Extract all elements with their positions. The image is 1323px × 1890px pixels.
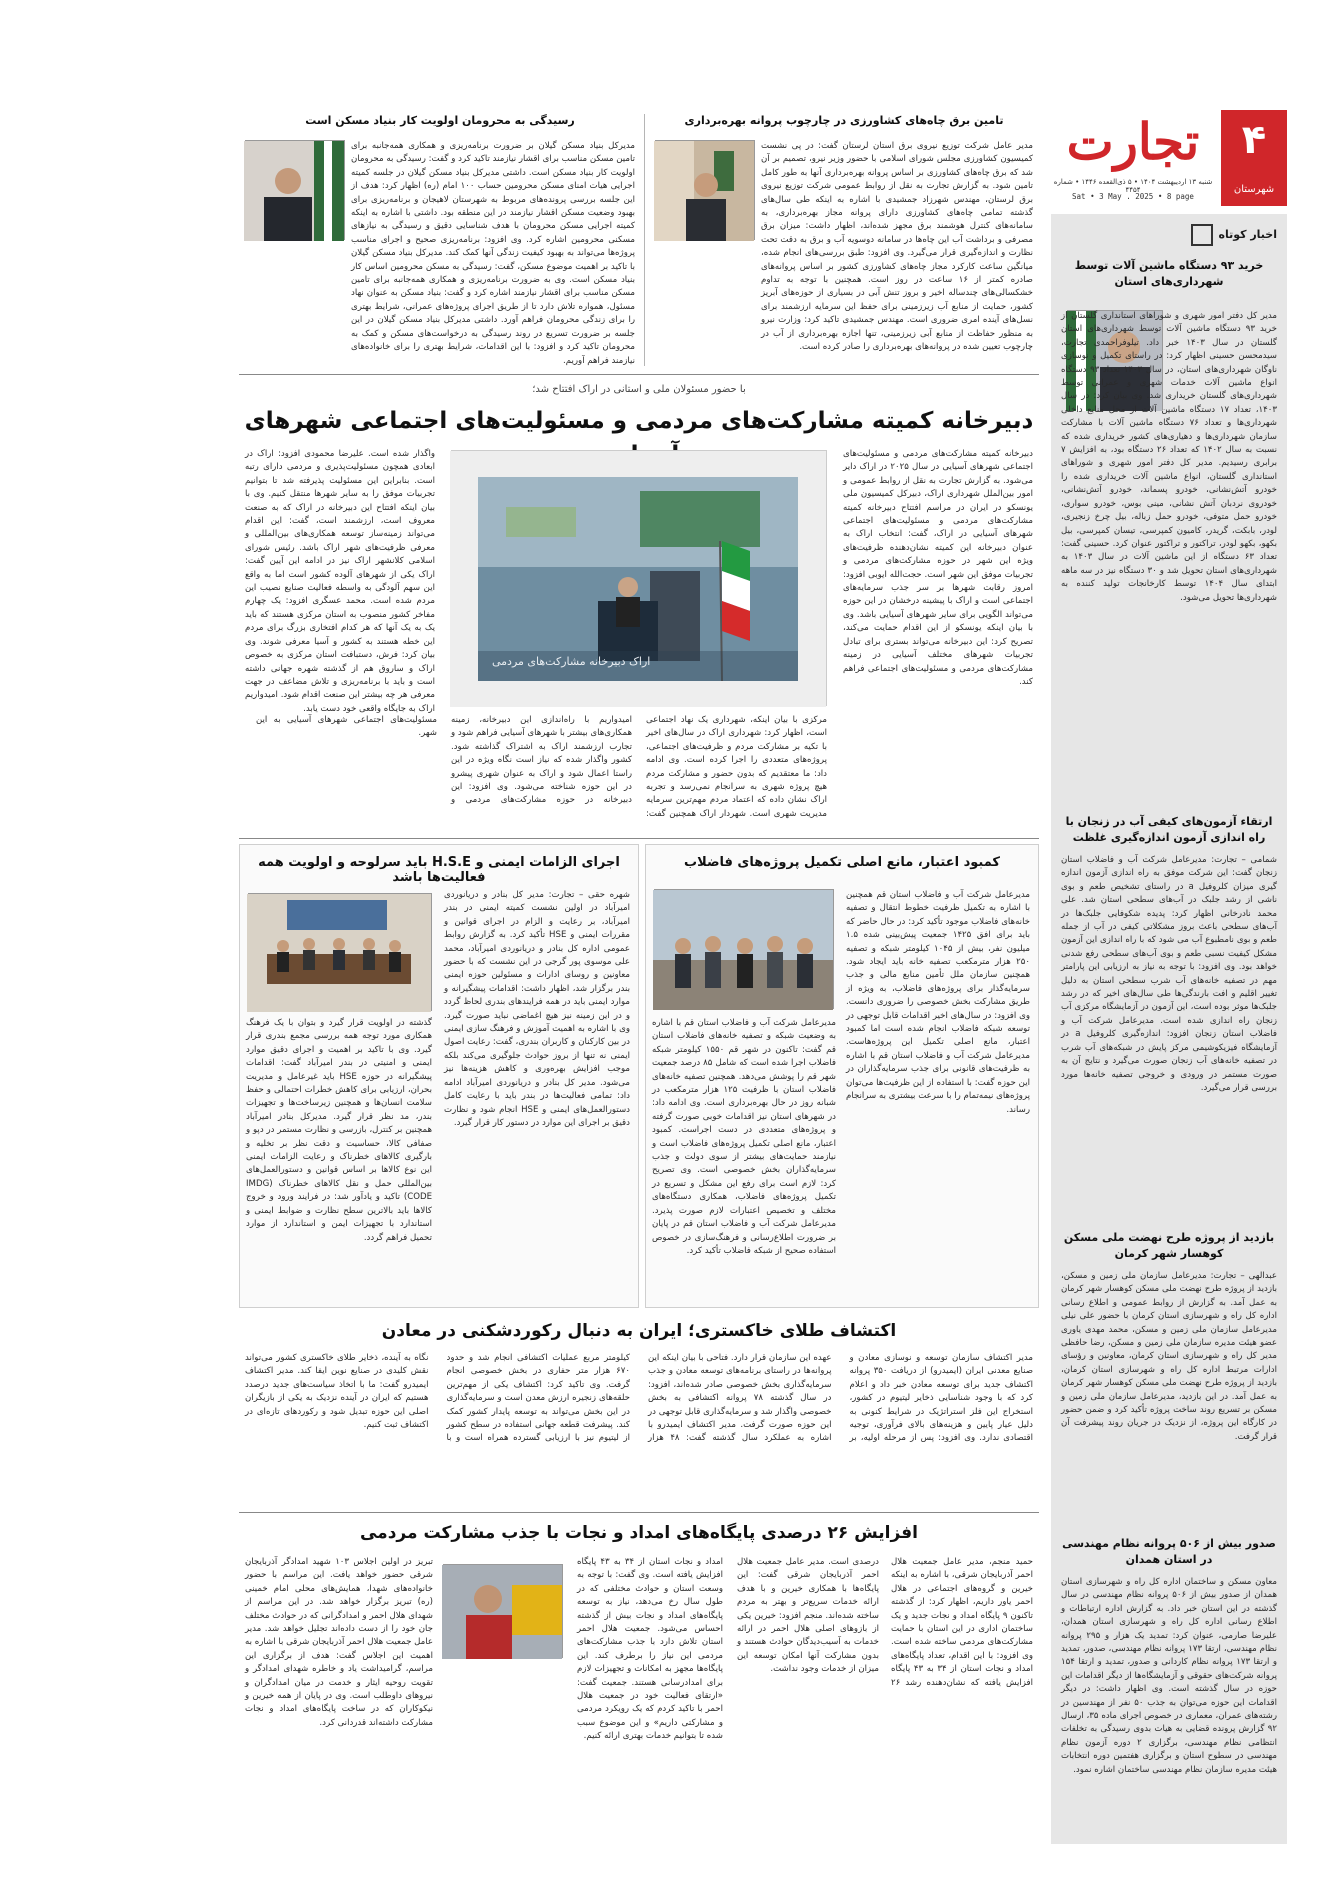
lead-col-right: دبیرخانه کمیته مشارکت‌های مردمی و مسئولیت‌های اجتماعی شهرهای آسیایی در سال ۲۰۲۵ در اراک دایر می‌شود. به گزارش تجارت به نقل از روابط عمومی و امور بین‌الملل شهرداری اراک، دبیرکل کمیسیون ملی یونسکو در ایران در مراسم افتتاح دبیرخانه کمیته مشارکت‌های مردمی و مسئولیت‌های اجتماعی شهرهای آسیایی در اراک، گفت: انتخاب اراک به عنوان دبیرخانه این کمیته نشان‌دهنده ظرفیت‌های ویژه این شهر در حوزه مشارکت‌های مردمی و تجربیات موفق این شهر است. حجت‌الله ایوبی افزود: امروز رقابت شهرها بر سر جذب سرمایه‌های اجتماعی است و اراک با پیشینه درخشان در این حوزه می‌تواند الگویی برای سایر شهرهای آسیایی باشد. وی با بیان اینکه یونسکو از این اقدام حمایت می‌کند، تصریح کرد: این دبیرخانه می‌تواند بستری برای تبادل تجربیات شهرهای مختلف آسیایی در زمینه مشارکت‌های مردمی و مسئولیت‌های اجتماعی فراهم کند. (843, 449, 1033, 687)
page-number-box (1221, 110, 1287, 206)
issue-date: شنبه ۱۳ اردیبهشت ۱۴۰۴ • ۵ ذی‌القعده ۱۴۴۶ • شماره ۴۴۵۴ (1053, 178, 1213, 194)
site-visit-image (653, 890, 833, 1010)
lead-photo-caption: اراک دبیرخانه مشارکت‌های مردمی (492, 655, 651, 668)
top-story-2 (239, 110, 641, 370)
lead-col-mid: مرکزی با بیان اینکه، شهرداری یک نهاد اجتماعی است، اظهار کرد: شهرداری اراک در سال‌های اخیر با تکیه بر مشارکت مردم و ظرفیت‌های اجتماعی، پروژه‌های متعددی را اجرا کرده است. وی ادامه داد: ما معتقدیم که بدون حضور و مشارکت مردم هیچ پروژه شهری به سرانجام نمی‌رسد و تجربه اراک نشان داده که اعتماد مردم مهم‌ترین سرمایه مدیریت شهری است. شهردار اراک همچنین گفت: امیدواریم با راه‌اندازی این دبیرخانه، زمینه همکاری‌های بیشتر با شهرهای آسیایی فراهم شود و تجارب ارزشمند اراک به اشتراک گذاشته شود. کشور واگذار شده که نیاز است نگاه ویژه در این راستا اعمال شود و اراک به عنوان شهری پیشرو در این حوزه شناخته می‌شود. وی افزود: این دبیرخانه در حوزه مشارکت‌های مردمی و مسئولیت‌های اجتماعی شهرهای آسیایی به این شهر. (256, 715, 827, 819)
official-photo-image (654, 141, 754, 241)
top-story-1 (649, 110, 1039, 370)
meeting-room-image (247, 894, 431, 1012)
lead-kicker: با حضور مسئولان ملی و استانی در اراک افتتاح شد؛ (532, 384, 746, 395)
relief-body-left: تبریز در اولین اجلاس ۱۰۳ شهید امدادگر آذربایجان شرقی حضور خواهد یافت. این مراسم با حضور خانواده‌های شهدا، همایش‌های محلی امام خمینی (ره) تبریز برگزار خواهد شد. در این مراسم از شهدای هلال احمر و امدادگرانی که در حوادث مختلف جان خود را از دست داده‌اند تجلیل خواهد شد. مدیر عامل جمعیت هلال احمر آذربایجان شرقی با اشاره به اهمیت این اجلاس گفت: هدف از برگزاری این مراسم، گرامیداشت یاد و خاطره شهدای امدادگر و تقویت روحیه ایثار و خدمت در میان امدادگران و نیروهای داوطلب است. وی در پایان از همه خیرین و نیکوکاران که در ساخت پایگاه‌های امداد و نجات مشارکت داشته‌اند قدردانی کرد. (245, 1557, 433, 1728)
rescue-worker-image (442, 1565, 562, 1659)
logo: تجارت (1066, 112, 1200, 171)
masthead (1051, 110, 1287, 206)
lead-headline: دبیرخانه کمیته مشارکت‌های مردمی و مسئولیت‌های اجتماعی شهرهای (244, 408, 1034, 434)
divider (239, 838, 1039, 839)
sidebar-body-3: عبدالهی – تجارت: مدیرعامل سازمان ملی زمین و مسکن، بازدید از پروژه طرح نهضت ملی مسکن کوهسار شهر کرمان به عمل آمد. به گزارش از روابط عمومی و اطلاع رسانی اداره کل راه و شهرسازی استان کرمان با حضور علی نیلی مدیرعامل سازمان ملی زمین و مسکن، محمد مهدی یاوری عضو هیئت مدیره سازمان ملی زمین و مسکن، رضا حافظی مدیر کل راه و شهرسازی استان کرمان، معاونین و رؤسای ادارات مرتبط اداره کل راه و شهرسازی استان کرمان، بازدید از پروژه طرح نهضت ملی مسکن کوهسار شهر کرمان به عمل آمد. در این بازدید، مدیرعامل سازمان ملی زمین و مسکن بر تسریع روند ساخت پروژه تأکید کرد و ضمن حضور در کارگاه این پروژه، از نزدیک در جریان روند پیشرفت آن قرار گرفت. (1061, 1271, 1277, 1442)
divider (239, 1512, 1039, 1513)
sidebar-body-4: معاون مسکن و ساختمان اداره کل راه و شهرسازی استان همدان از صدور بیش از ۵۰۶ پروانه نظام مهندسی در سال گذشته در این استان خبر داد. به گزارش اداره ارتباطات و اطلاع رسانی اداره کل راه و شهرسازی استان همدان، علیرضا صارمی، عنوان کرد: تمدید یک هزار و ۲۹۵ پروانه نظام مهندسی، ارتقا ۱۷۳ پروانه نظام مهندسی، صدور، تمدید و ارتقا ۱۷۳ پروانه نظام کاردانی و صدور، تمدید و ارتقا ۱۵۴ پروانه شرکت‌های حقوقی و آزمایشگاه‌ها از دیگر اقدامات این حوزه در سال گذشته است. وی اظهار داشت: در دیگر اقدامات این حوزه می‌توان به جذب ۵۰ نفر از مهندسین در رشته‌های عمران، معماری در خصوص اجرای ماده ۳۵، ارسال ۹۲ گزارش پرونده قضایی به هیات بدوی رسیدگی به تخلفات انتظامی نظام مهندسی، برگزاری ۲ دوره آزمون نظام مهندسی در سطوح استان و برگزاری هفتمین دوره انتخابات هیئت مدیره سازمان نظام مهندسی ساختمان اشاره نمود. (1061, 1577, 1278, 1775)
wastewater-body-right: مدیرعامل شرکت آب و فاضلاب استان قم همچنین با اشاره به تکمیل ظرفیت خطوط انتقال و تصفیه خانه‌های فاضلاب موجود تأکید کرد: در حال حاضر که باید برای افق ۱۴۲۵ جمعیت پیش‌بینی شده ۱.۵ میلیون نفر، بیش از ۱۰۴۵ کیلومتر شبکه و تصفیه ۲۵۰ هزار مترمکعب تصفیه خانه باید ایجاد شود. همچنین سازمان ملل تأمین منابع مالی و جذب سرمایه‌گذار برای پروژه‌های فاضلاب، به ویژه از طریق مشارکت بخش خصوصی را ضروری دانست. وی افزود: در سال‌های اخیر اقدامات قابل توجهی در توسعه شبکه فاضلاب انجام شده است اما کمبود اعتبار، مانع اصلی تکمیل این پروژه‌هاست. مدیرعامل شرکت آب و فاضلاب استان قم با اشاره به ظرفیت‌های قانونی برای جذب سرمایه‌گذاران در این حوزه گفت: با استفاده از این ظرفیت‌ها می‌توان پروژه‌های نیمه‌تمام را با سرعت بیشتری به سرانجام رساند. (846, 890, 1030, 1115)
sidebar-body-1: مدیر کل دفتر امور شهری و شوراهای استانداری گلستان از خرید ۹۳ دستگاه ماشین آلات توسط شهرداری‌های استان گلستان در سال ۱۴۰۳ خبر داد. تیلوفراحمدی تجارت، سیدمحسن حسینی اظهار کرد: در راستای تکمیل و نوسازی ناوگان شهرداری‌های استان، در سال ۱۴۰۳ تعداد ۹۳ دستگاه انواع ماشین آلات خدمات شهری و عمرانی توسط شهرداری‌های گلستان خریداری شد. وی بیان کرد: در سال ۱۴۰۳، تعداد ۱۷ دستگاه ماشین آلات از محل منابع داخلی شهرداری‌ها و تعداد ۷۶ دستگاه ماشین آلات با مشارکت سازمان شهرداری‌ها و دهیاری‌های کشور خریداری شده که نسبت به سال ۱۴۰۲ که تعداد ۲۶ دستگاه بود، به افزایش ۷ برابری رسیدیم. مدیر کل دفتر امور شهری و شوراهای استانداری گلستان، انواع ماشین آلات خریداری شده را خودرو آتش‌نشانی، خودرو پسماند، خودرو آتش‌نشانی، خودروی نردبان آتش نشانی، مینی بوس، خودرو سواری، خودرو حمل متوفی، خودرو حمل زباله، بیل چرخ زنجیری، لودر، بابکت، گریدر، کامیون کمپرسی، تیسان کمپرسی، بیل بکهو، بکهو لودر، تراکتور و تراکتور عنوان کرد. حسینی گفت: تعداد ۶۳ دستگاه از این ماشین آلات در سال ۱۴۰۳ به شهرداری‌های استان تحویل شد و ۳۰ دستگاه نیز در سه ماهه ابتدای سال ۱۴۰۴ توسط کارخانجات تولید کننده به شهرداری‌ها تحویل می‌شود. (1061, 311, 1278, 603)
top-story-1-body: مدیر عامل شرکت توزیع نیروی برق استان لرستان گفت: در پی نشست کمیسیون کشاورزی مجلس شورای اسلامی با حضور وزیر نیرو، تصمیم بر آن شد که برق چاه‌های کشاورزی بر اساس پروانه بهره‌برداری آنها به طور کامل تامین شود. به گزارش تجارت به نقل از روابط عمومی شرکت توزیع نیروی برق لرستان، مهندس شهرزاد جمشیدی با اشاره به اینکه طی سال‌های گذشته تمامی چاه‌های کشاورزی دارای پروانه مجاز بهره‌برداری، به سامانه‌های کنترل هوشمند برق مجهز شده‌اند، اظهار داشت: میزان برق مصرفی و برداشت آب این چاه‌ها در سامانه دوسویه آب و برق به دقت تحت نظارت و اندازه‌گیری قرار می‌گیرد. وی افزود: طبق بررسی‌های انجام شده، میانگین ساعت کارکرد مجاز چاه‌های کشاورزی کشور بر اساس پروانه‌های صادره کمتر از ۱۶ ساعت در روز است. همچنین با توجه به تداوم خشکسالی‌های چندساله اخیر و بروز تنش آبی در بسیاری از حوزه‌های آبریز کشور، حمایت از منابع آب زیرزمینی برای حفظ این سرمایه ارزشمند برای نسل‌های آینده امری ضروری است. مهندس جمشیدی تاکید کرد: وزارت نیرو به منظور حفاظت از منابع آبی زیرزمینی، تنها اجازه بهره‌برداری از آب در چارچوب تعیین شده در پروانه‌های بهره‌برداری را صادر کرده است. (761, 141, 1033, 353)
divider (239, 374, 1039, 375)
official-photo-image (244, 141, 344, 241)
top-story-1-headline: تامین برق چاه‌های کشاورزی در چارچوب پروانه بهره‌برداری (684, 114, 1004, 127)
relief-body-right: حمید منجم، مدیر عامل جمعیت هلال احمر آذربایجان شرقی، با اشاره به اینکه خیرین و گروه‌های اجتماعی در هلال احمر یاور داریم، اظهار کرد: از گذشته تاکنون ۹ پایگاه امداد و نجات جدید و یک ساختمان اداری در این استان با حمایت مشارکت‌های مردمی ساخته شده است. وی افزود: با این اقدام، تعداد پایگاه‌های امداد و نجات استان از ۳۴ به ۴۳ پایگاه افزایش یافته که نشان‌دهنده رشد ۲۶ درصدی است. مدیر عامل جمعیت هلال احمر آذربایجان شرقی گفت: این پایگاه‌ها با همکاری خیرین و با هدف ارائه خدمات سریع‌تر و بهتر به مردم ساخته شده‌اند. منجم افزود: خیرین یکی از بازوهای اصلی هلال احمر در ارائه خدمات به آسیب‌دیدگان حوادث هستند و بدون مشارکت آنها امکان توسعه این میزان از خدمات وجود نداشت. (737, 1557, 1033, 1688)
sidebar (1051, 214, 1287, 1844)
top-story-2-body: مدیرکل بنیاد مسکن گیلان بر ضرورت برنامه‌ریزی و همکاری همه‌جانبه برای تامین مسکن مناسب برای اقشار نیازمند تاکید کرد و گفت: رسیدگی به محرومان اولویت کار بنیاد مسکن است. داشتی مدیرکل بنیاد مسکن گیلان در جلسه کمیته اجرایی هیات امنای مسکن محرومین حساب ۱۰۰ امام (ره) اظهار کرد: هدف از این جلسه بررسی پرونده‌های مربوط به شهرستان لاهیجان و برنامه‌ریزی برای بهبود وضعیت مسکن اقشار نیازمند در این منطقه بود. داشتی با اشاره به اینکه کمیته اجرایی مسکن محرومان با هدف شناسایی دقیق و رسیدگی به نیازهای مسکنی محرومین اشاره کرد. وی افزود: برنامه‌ریزی صحیح و اجرای مناسب پروژه‌ها می‌تواند به بهبود کیفیت زندگی آنها کمک کند. مدیرکل بنیاد مسکن گیلان با تاکید بر اهمیت موضوع مسکن، گفت: رسیدگی به مسکن محرومین اساس کار بنیاد مسکن است. وی به ضرورت برنامه‌ریزی و همکاری همه‌جانبه برای تامین مسکن مناسب برای اقشار نیازمند اشاره کرد و گفت: بنیاد مسکن به عنوان نهاد مسئول، همواره تلاش دارد تا از طریق اجرای پروژه‌های عمرانی، شرایط بهتری را برای زندگی محرومان فراهم آورد. داشتی مدیرکل بنیاد مسکن گیلان در این جلسه بر ضرورت تسریع در روند رسیدگی به درخواست‌های مسکن و کمک به محرومان تاکید کرد و افزود: با این اقدامات، شرایط بهتری را برای خانواده‌های نیازمند فراهم آوریم. (351, 141, 635, 366)
sidebar-headline-4: صدور بیش از ۵۰۶ پروانه نظام مهندسی در استان همدان (1062, 1537, 1276, 1566)
mining-body: مدیر اکتشاف سازمان توسعه و نوسازی معادن و صنایع معدنی ایران (ایمیدرو) از دریافت ۳۵۰ پروانه اکتشاف جدید برای توسعه معادن خبر داد و اعلام کرد که با وجود شناسایی ذخایر لیتیوم در کشور، استخراج این فلز استراتژیک در شرایط کنونی به دلیل عیار پایین و هزینه‌های بالای فرآوری، توجیه اقتصادی ندارد. وی افزود: پس از مرحله اولیه، بر عهده این سازمان قرار دارد. فتاحی با بیان اینکه این پروانه‌ها در راستای برنامه‌های توسعه معادن و جذب سرمایه‌گذاری بخش خصوصی صادر شده‌اند، افزود: در سال گذشته ۷۸ پروانه اکتشافی به بخش خصوصی واگذار شد و سرمایه‌گذاری قابل توجهی در این حوزه صورت گرفت. مدیر اکتشاف ایمیدرو با اشاره به عملکرد سال گذشته گفت: ۴۸ هزار کیلومتر مربع عملیات اکتشافی انجام شد و حدود ۶۷۰ هزار متر حفاری در بخش خصوصی انجام گرفت. وی تاکید کرد: اکتشاف یکی از مهم‌ترین حلقه‌های زنجیره ارزش معدن است و سرمایه‌گذاری در این بخش می‌تواند به توسعه پایدار کشور کمک کند. پیشرفت قطعه جهانی استفاده در سطح کشور از لیتیوم نیز با ارزیابی گسترده همراه است و با نگاه به آینده، ذخایر طلای خاکستری کشور می‌تواند نقش کلیدی در صنایع نوین ایفا کند. مدیر اکتشاف ایمیدرو گفت: ما با اتخاذ سیاست‌های جدید درصدد هستیم که ایران در آینده نزدیک به یکی از بازیگران اصلی این حوزه تبدیل شود و رکوردهای تازه‌ای در اکتشاف ثبت کنیم. (245, 1353, 1034, 1444)
top-story-1-photo (655, 140, 755, 240)
wastewater-story (645, 844, 1039, 1308)
relief-body-mid: امداد و نجات استان از ۳۴ به ۴۳ پایگاه افزایش یافته است. وی گفت: با توجه به وسعت استان و حوادث مختلفی که در طول سال رخ می‌دهد، نیاز به توسعه پایگاه‌های امداد و نجات بیش از گذشته احساس می‌شود. جمعیت هلال احمر استان تلاش دارد با جذب مشارکت‌های مردمی این نیاز را برطرف کند. این پایگاه‌ها مجهز به امکانات و تجهیزات لازم برای امدادرسانی هستند. جمعیت گفت: «ارتقای فعالیت خود در جمعیت هلال احمر با تاکید کردم که یک رویکرد مردمی و مشارکتی داریم» و این موضوع سبب شده تا بتوانیم خدمات بهتری ارائه کنیم. (577, 1557, 723, 1742)
sidebar-body-2: شمامی – تجارت: مدیرعامل شرکت آب و فاضلاب استان زنجان گفت: این شرکت موفق به راه اندازی آزمون اندازه گیری میزان کلروفیل a در راستای تشخیص طعم و بوی ناشی از رشد جلبک در آب‌های سطحی استان شد. علی محمد نادرخانی اظهار کرد: پدیده شکوفایی جلبک‌ها در آب‌های سطحی باعث بروز مشکلاتی کیفی در آب از جمله طعم و بوی نامطبوع آب می شود که با راه اندازی این آزمون مشکل کیفیت نسبی طعم و بوی آب‌های سطحی رفع شدنی خواهد بود. وی افزود: با توجه به نیاز به ارزیابی این پارامتر مهم در تصفیه خانه‌های آب شرب سطحی استان به دلیل تغییر اقلیم و افت بارندگی‌ها طی سال‌های اخیر که در رشد جلبک‌ها موثر بوده است، این آزمون در آزمایشگاه مرکزی آب زنجان راه اندازی شده است. مدیرعامل شرکت آب و فاضلاب استان زنجان افزود: اندازه‌گیری کلروفیل a در آزمایشگاه فیزیکوشیمی مرکز پایش در شبکه‌های آب شرب در تصفیه خانه‌های آب زنجان صورت می‌گیرد و نتایج آن به صورت مستمر در ورودی و خروجی تصفیه خانه‌ها مورد بررسی قرار می‌گیرد. (1061, 855, 1278, 1093)
hse-photo (248, 893, 432, 1011)
hse-headline: اجرای الزامات ایمنی و H.S.E باید سرلوحه و اولویت همه فعالیت‌ها باشد (258, 855, 620, 885)
hse-story (239, 844, 639, 1308)
wastewater-body-left: مدیرعامل شرکت آب و فاضلاب استان قم با اشاره به وضعیت شبکه و تصفیه خانه‌های فاضلاب استان قم گفت: تاکنون در شهر قم ۱۵۵۰ کیلومتر شبکه فاضلاب اجرا شده است که شامل ۸۵ درصد جمعیت شهر قم را پوشش می‌دهد. همچنین تصفیه خانه‌های فاضلاب استان با ظرفیت ۱۲۵ هزار مترمکعب در شبانه روز در حال بهره‌برداری است. وی ادامه داد: در شهرهای استان نیز اقدامات خوبی صورت گرفته و پروژه‌های متعددی در دست اجراست. کمبود اعتبار، مانع اصلی تکمیل پروژه‌های فاضلاب است و نیازمند حمایت‌های بیشتر از سوی دولت و جذب سرمایه‌گذاران بخش خصوصی است. وی تصریح کرد: لازم است برای رفع این مشکل و تسریع در تکمیل پروژه‌های فاضلاب، همکاری دستگاه‌های مختلف و تخصیص اعتبارات لازم صورت پذیرد. مدیرعامل شرکت آب و فاضلاب استان قم در پایان بر ضرورت اطلاع‌رسانی و فرهنگ‌سازی در خصوص استفاده صحیح از شبکه فاضلاب تأکید کرد. (652, 1018, 836, 1256)
page-number: ۴ (1241, 117, 1267, 163)
sidebar-square-icon (1191, 224, 1213, 246)
relief-headline: افزایش ۲۶ درصدی پایگاه‌های امداد و نجات با جذب مشارکت مردمی (359, 1523, 919, 1543)
divider (644, 114, 645, 366)
sidebar-headline-2: ارتقاء آزمون‌های کیفی آب در زنجان با راه اندازی آزمون اندازه‌گیری غلظت (1065, 815, 1273, 844)
top-story-2-photo (245, 140, 345, 240)
section-label: شهرستان (1233, 184, 1275, 195)
issue-date-en: Sat • 3 May . 2025 • 8 page (1072, 192, 1194, 201)
sidebar-header (1061, 224, 1277, 248)
hse-body-right: شهره حقی – تجارت: مدیر کل بنادر و دریانوردی امیرآباد در اولین نشست کمیته ایمنی در بندر امیرآباد، بر رعایت و الزام در اجرای قوانین و مقررات ایمنی و HSE تأکید کرد. به گزارش روابط عمومی اداره کل بنادر و دریانوردی امیرآباد، محمد علی موسوی پور گرجی در این نشست که با حضور معاونین و روسای ادارات و مسئولین حوزه ایمنی بندر برگزار شد، اظهار داشت: اقدامات پیشگیرانه و موارد ایمنی باید در همه فرایندهای بندری لحاظ گردد و در این زمینه نیز هیچ اغماضی نباید صورت گیرد. وی با اشاره به اهمیت آموزش و فرهنگ سازی ایمنی در بین کارکنان و کاربران بندری، گفت: رعایت اصول ایمنی نه تنها از بروز حوادث جلوگیری می‌کند بلکه موجب افزایش بهره‌وری و کاهش هزینه‌ها نیز می‌شود. مدیر کل بنادر و دریانوردی امیرآباد ادامه داد: تمامی فعالیت‌ها در بندر باید با رعایت کامل دستورالعمل‌های ایمنی و HSE انجام شود و نظارت دقیق بر اجرای این موارد در دستور کار قرار گیرد. (444, 890, 630, 1128)
conference-stage-image (450, 451, 826, 707)
wastewater-photo (654, 889, 834, 1009)
relief-photo (443, 1564, 563, 1658)
top-story-2-headline: رسیدگی به محرومان اولویت کار بنیاد مسکن است (305, 114, 575, 127)
sidebar-title: اخبار کوتاه (1218, 228, 1277, 241)
sidebar-headline-1: خرید ۹۳ دستگاه ماشین آلات توسط شهرداری‌های استان (1074, 259, 1264, 288)
wastewater-headline: کمبود اعتبار، مانع اصلی تکمیل پروژه‌های فاضلاب (684, 855, 1000, 870)
mining-headline: اکتشاف طلای خاکستری؛ ایران به دنبال رکوردشکنی در معادن (381, 1321, 897, 1341)
hse-body-left: گذشته در اولویت قرار گیرد و بتوان با یک فرهنگ همکاری مورد توجه همه بررسی مجمع بندری قرار گیرد. وی با تاکید بر اهمیت و اجرای دقیق موارد ایمنی و امنیتی در بندر امیرآباد گفت: اقدامات پیشگیرانه در حوزه HSE باید غیرعامل و مدیریت بحران، ارزیابی برای کاهش خطرات احتمالی و حفظ سلامت انسان‌ها و همچنین زیرساخت‌ها و تجهیزات بندر، مد نظر قرار گیرد. مدیرکل بنادر امیرآباد همچنین بر کنترل، بازرسی و نظارت مستمر در دپو و صفافی کالا، حساسیت و دقت نظر بر تخلیه و بارگیری کالاهای خطرناک و رعایت الزامات ایمنی این نوع کالاها بر اساس قوانین و دستورالعمل‌های بین‌المللی حمل و نقل کالاهای خطرناک (IMDG CODE) تاکید و یادآور شد: در فرایند ورود و خروج کالاها باید بالاترین سطح نظارت و ضوابط ایمنی و استاندارد با تجهیزات ایمن و استاندارد از موارد تحمیل فراهم گردد. (246, 1018, 432, 1243)
lead-photo (451, 450, 827, 706)
lead-col-left: واگذار شده است. علیرضا محمودی افزود: اراک در ابعادی همچون مسئولیت‌پذیری و مردمی دارای رتبه است. بنابراین این مسئولیت پذیرفته شد تا بتوانیم تجربیات موفق را به سایر شهرها منتقل کنیم. وی با بیان اینکه افتتاح این دبیرخانه در اراک که به صنعت معروف است، ارزشمند است، گفت: این اقدام می‌تواند زمینه‌ساز توسعه همکاری‌های بین‌المللی و معرفی ظرفیت‌های شهر اراک باشد. رئیس شورای اسلامی کلانشهر اراک نیز در ادامه این آیین گفت: اراک یکی از شهرهای آلوده کشور است اما به واقع این سهم آلودگی به واسطه فعالیت صنایع نصیب این مردم شده است. محمد عسگری افزود: یک چهارم مفاخر کشور منصوب به استان مرکزی هستند که باید یک به یک آنها که هر کدام افتخاری بزرگ برای مردم این خطه هستند به کشور و آسیا معرفی شوند. وی بیان کرد: فرش، دستبافت استان مرکزی به خصوص اراک و ساروق هم از گذشته شهره جهانی داشته است و باید با برنامه‌ریزی و تلاش مضاعف در جهت معرفی هر چه بیشتر این صنعت اقدام شود. امیدواریم اراک به جایگاه واقعی خود دست یابد. (245, 449, 435, 714)
sidebar-headline-3: بازدید از پروژه طرح نهضت ملی مسکن کوهسار شهر کرمان (1063, 1231, 1275, 1260)
